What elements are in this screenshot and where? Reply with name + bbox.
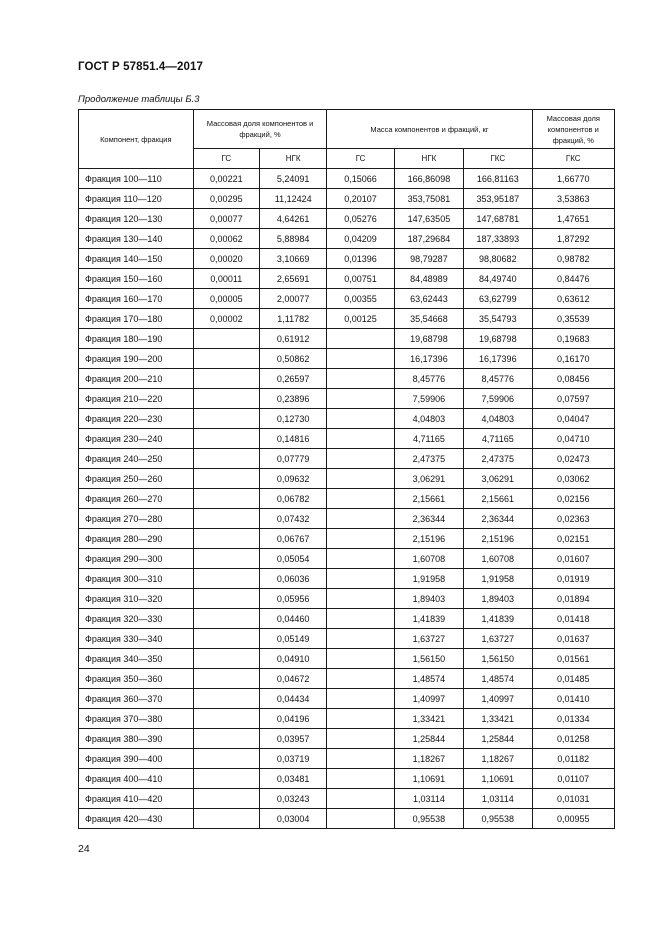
value-cell: 8,45776 [394, 369, 463, 389]
fraction-name-cell: Фракция 190—200 [79, 349, 194, 369]
value-cell: 1,48574 [394, 669, 463, 689]
value-cell: 1,25844 [464, 729, 532, 749]
value-cell [193, 789, 259, 809]
table-row [79, 429, 615, 449]
fraction-name-cell: Фракция 290—300 [79, 549, 194, 569]
value-cell: 0,23896 [260, 389, 327, 409]
fraction-name-cell: Фракция 300—310 [79, 569, 194, 589]
fraction-name-cell: Фракция 400—410 [79, 769, 194, 789]
value-cell: 1,60708 [464, 549, 532, 569]
value-cell: 0,61912 [260, 329, 327, 349]
value-cell: 1,56150 [394, 649, 463, 669]
subheader-gs: ГС [193, 149, 259, 169]
value-cell [327, 649, 394, 669]
table-row [79, 529, 615, 549]
value-cell [193, 609, 259, 629]
value-cell: 1,18267 [394, 749, 463, 769]
value-cell: 0,00062 [193, 229, 259, 249]
value-cell: 0,07597 [532, 389, 615, 409]
value-cell: 0,15066 [327, 169, 394, 189]
fraction-name-cell: Фракция 240—250 [79, 449, 194, 469]
value-cell [327, 749, 394, 769]
value-cell: 63,62443 [394, 289, 463, 309]
value-cell: 0,04196 [260, 709, 327, 729]
value-cell: 0,02473 [532, 449, 615, 469]
value-cell: 2,65691 [260, 269, 327, 289]
value-cell: 0,03243 [260, 789, 327, 809]
value-cell [327, 449, 394, 469]
value-cell: 0,02363 [532, 509, 615, 529]
value-cell: 16,17396 [464, 349, 532, 369]
value-cell: 1,66770 [532, 169, 615, 189]
table-row [79, 409, 615, 429]
value-cell: 1,41839 [464, 609, 532, 629]
value-cell: 0,03004 [260, 809, 327, 829]
value-cell: 0,00955 [532, 809, 615, 829]
value-cell: 0,05149 [260, 629, 327, 649]
subheader-gs-mass: ГС [327, 149, 394, 169]
value-cell: 0,04910 [260, 649, 327, 669]
value-cell: 1,40997 [394, 689, 463, 709]
value-cell: 1,03114 [394, 789, 463, 809]
value-cell: 0,01894 [532, 589, 615, 609]
value-cell: 0,00011 [193, 269, 259, 289]
value-cell [193, 569, 259, 589]
value-cell: 0,06767 [260, 529, 327, 549]
fraction-name-cell: Фракция 150—160 [79, 269, 194, 289]
fraction-name-cell: Фракция 390—400 [79, 749, 194, 769]
value-cell: 4,71165 [464, 429, 532, 449]
table-row [79, 389, 615, 409]
value-cell: 0,00751 [327, 269, 394, 289]
value-cell: 1,25844 [394, 729, 463, 749]
value-cell: 1,41839 [394, 609, 463, 629]
value-cell [193, 469, 259, 489]
page-number: 24 [78, 843, 90, 855]
value-cell [327, 549, 394, 569]
subheader-gks-mass: ГКС [464, 149, 532, 169]
fraction-name-cell: Фракция 340—350 [79, 649, 194, 669]
value-cell [193, 369, 259, 389]
value-cell: 1,11782 [260, 309, 327, 329]
value-cell: 0,04209 [327, 229, 394, 249]
value-cell: 1,48574 [464, 669, 532, 689]
fraction-name-cell: Фракция 360—370 [79, 689, 194, 709]
value-cell [193, 689, 259, 709]
value-cell: 35,54793 [464, 309, 532, 329]
value-cell: 8,45776 [464, 369, 532, 389]
subheader-ngk-mass: НГК [394, 149, 463, 169]
fraction-name-cell: Фракция 170—180 [79, 309, 194, 329]
value-cell: 5,88984 [260, 229, 327, 249]
value-cell [193, 749, 259, 769]
table-row [79, 209, 615, 229]
value-cell: 0,50862 [260, 349, 327, 369]
value-cell: 0,04460 [260, 609, 327, 629]
value-cell: 1,63727 [394, 629, 463, 649]
table-row [79, 289, 615, 309]
value-cell: 2,15196 [464, 529, 532, 549]
value-cell: 1,91958 [394, 569, 463, 589]
value-cell: 0,01396 [327, 249, 394, 269]
value-cell [327, 529, 394, 549]
value-cell [193, 589, 259, 609]
value-cell: 147,63505 [394, 209, 463, 229]
value-cell: 1,60708 [394, 549, 463, 569]
value-cell: 1,47651 [532, 209, 615, 229]
fraction-name-cell: Фракция 310—320 [79, 589, 194, 609]
value-cell [193, 709, 259, 729]
fraction-name-cell: Фракция 200—210 [79, 369, 194, 389]
value-cell: 1,33421 [464, 709, 532, 729]
value-cell [327, 769, 394, 789]
value-cell: 0,01919 [532, 569, 615, 589]
value-cell: 353,95187 [464, 189, 532, 209]
value-cell [327, 569, 394, 589]
value-cell: 0,16170 [532, 349, 615, 369]
value-cell [327, 609, 394, 629]
value-cell: 0,07779 [260, 449, 327, 469]
value-cell [327, 629, 394, 649]
value-cell: 2,00077 [260, 289, 327, 309]
table-row [79, 329, 615, 349]
value-cell [327, 729, 394, 749]
value-cell: 147,68781 [464, 209, 532, 229]
value-cell: 84,49740 [464, 269, 532, 289]
fraction-name-cell: Фракция 260—270 [79, 489, 194, 509]
value-cell: 1,18267 [464, 749, 532, 769]
value-cell: 7,59906 [394, 389, 463, 409]
value-cell: 0,01607 [532, 549, 615, 569]
value-cell: 187,33893 [464, 229, 532, 249]
document-id-header: ГОСТ Р 57851.4—2017 [78, 61, 203, 73]
fraction-name-cell: Фракция 370—380 [79, 709, 194, 729]
fraction-name-cell: Фракция 320—330 [79, 609, 194, 629]
header-mass: Масса компонентов и фракций, кг [327, 110, 532, 149]
value-cell: 2,47375 [464, 449, 532, 469]
value-cell: 0,03062 [532, 469, 615, 489]
value-cell: 0,06782 [260, 489, 327, 509]
table-row [79, 349, 615, 369]
fraction-name-cell: Фракция 160—170 [79, 289, 194, 309]
value-cell: 1,87292 [532, 229, 615, 249]
table-body [79, 169, 615, 829]
table-row [79, 569, 615, 589]
value-cell: 3,53863 [532, 189, 615, 209]
value-cell: 0,01410 [532, 689, 615, 709]
value-cell: 0,01485 [532, 669, 615, 689]
fraction-name-cell: Фракция 210—220 [79, 389, 194, 409]
fraction-name-cell: Фракция 100—110 [79, 169, 194, 189]
value-cell [193, 449, 259, 469]
value-cell: 1,10691 [394, 769, 463, 789]
value-cell: 16,17396 [394, 349, 463, 369]
value-cell: 0,00355 [327, 289, 394, 309]
value-cell: 4,71165 [394, 429, 463, 449]
value-cell [193, 529, 259, 549]
table-row [79, 549, 615, 569]
value-cell: 0,26597 [260, 369, 327, 389]
value-cell: 0,03957 [260, 729, 327, 749]
value-cell: 1,10691 [464, 769, 532, 789]
fraction-name-cell: Фракция 220—230 [79, 409, 194, 429]
value-cell: 1,89403 [394, 589, 463, 609]
table-row [79, 649, 615, 669]
value-cell: 0,00125 [327, 309, 394, 329]
value-cell: 0,01258 [532, 729, 615, 749]
table-row [79, 489, 615, 509]
subheader-ngk: НГК [260, 149, 327, 169]
value-cell [327, 369, 394, 389]
fraction-name-cell: Фракция 330—340 [79, 629, 194, 649]
fraction-name-cell: Фракция 180—190 [79, 329, 194, 349]
value-cell: 0,02156 [532, 489, 615, 509]
table-row [79, 369, 615, 389]
fraction-name-cell: Фракция 380—390 [79, 729, 194, 749]
value-cell: 0,35539 [532, 309, 615, 329]
table-row [79, 309, 615, 329]
value-cell: 0,84476 [532, 269, 615, 289]
value-cell: 0,04047 [532, 409, 615, 429]
value-cell: 1,56150 [464, 649, 532, 669]
fraction-name-cell: Фракция 420—430 [79, 809, 194, 829]
fraction-name-cell: Фракция 280—290 [79, 529, 194, 549]
value-cell: 0,04710 [532, 429, 615, 449]
value-cell: 84,48989 [394, 269, 463, 289]
value-cell: 0,08456 [532, 369, 615, 389]
value-cell [193, 809, 259, 829]
value-cell: 7,59906 [464, 389, 532, 409]
value-cell: 166,81163 [464, 169, 532, 189]
table-row [79, 629, 615, 649]
table-row [79, 189, 615, 209]
value-cell: 0,01031 [532, 789, 615, 809]
value-cell: 0,04434 [260, 689, 327, 709]
value-cell: 0,95538 [464, 809, 532, 829]
value-cell: 3,06291 [464, 469, 532, 489]
table-row [79, 709, 615, 729]
value-cell [327, 589, 394, 609]
value-cell: 4,04803 [394, 409, 463, 429]
value-cell: 5,24091 [260, 169, 327, 189]
value-cell: 35,54668 [394, 309, 463, 329]
value-cell: 19,68798 [464, 329, 532, 349]
value-cell: 2,47375 [394, 449, 463, 469]
table-row [79, 809, 615, 829]
value-cell: 2,15661 [464, 489, 532, 509]
value-cell [193, 489, 259, 509]
table-row [79, 749, 615, 769]
fraction-name-cell: Фракция 110—120 [79, 189, 194, 209]
value-cell: 0,01107 [532, 769, 615, 789]
value-cell: 4,64261 [260, 209, 327, 229]
value-cell: 0,05956 [260, 589, 327, 609]
value-cell: 353,75081 [394, 189, 463, 209]
value-cell: 0,01637 [532, 629, 615, 649]
value-cell [327, 329, 394, 349]
header-mass-fraction: Массовая доля компонентов и фракций, % [193, 110, 327, 149]
value-cell [327, 389, 394, 409]
value-cell [327, 789, 394, 809]
fraction-name-cell: Фракция 250—260 [79, 469, 194, 489]
value-cell [327, 489, 394, 509]
value-cell: 0,02151 [532, 529, 615, 549]
value-cell: 0,03481 [260, 769, 327, 789]
value-cell: 2,15661 [394, 489, 463, 509]
value-cell: 0,03719 [260, 749, 327, 769]
value-cell: 0,98782 [532, 249, 615, 269]
fraction-name-cell: Фракция 350—360 [79, 669, 194, 689]
value-cell: 0,09632 [260, 469, 327, 489]
value-cell: 2,15196 [394, 529, 463, 549]
table-row [79, 789, 615, 809]
value-cell [193, 649, 259, 669]
table-row [79, 469, 615, 489]
value-cell: 3,10669 [260, 249, 327, 269]
value-cell [327, 669, 394, 689]
value-cell: 0,00295 [193, 189, 259, 209]
value-cell [193, 389, 259, 409]
value-cell: 0,01334 [532, 709, 615, 729]
value-cell: 0,12730 [260, 409, 327, 429]
value-cell: 0,00020 [193, 249, 259, 269]
value-cell: 0,01182 [532, 749, 615, 769]
table-row [79, 449, 615, 469]
value-cell: 0,06036 [260, 569, 327, 589]
value-cell: 63,62799 [464, 289, 532, 309]
value-cell: 0,07432 [260, 509, 327, 529]
table-row [79, 229, 615, 249]
value-cell [193, 329, 259, 349]
value-cell [327, 429, 394, 449]
value-cell [193, 629, 259, 649]
fraction-name-cell: Фракция 270—280 [79, 509, 194, 529]
value-cell [193, 429, 259, 449]
value-cell: 1,40997 [464, 689, 532, 709]
table-row [79, 589, 615, 609]
fraction-name-cell: Фракция 410—420 [79, 789, 194, 809]
value-cell: 0,00002 [193, 309, 259, 329]
fraction-name-cell: Фракция 140—150 [79, 249, 194, 269]
header-component: Компонент, фракция [79, 110, 194, 169]
value-cell: 1,91958 [464, 569, 532, 589]
table-row [79, 689, 615, 709]
value-cell: 0,14816 [260, 429, 327, 449]
table-row [79, 269, 615, 289]
value-cell: 0,05276 [327, 209, 394, 229]
fractions-table [78, 109, 615, 829]
table-row [79, 669, 615, 689]
value-cell: 2,36344 [394, 509, 463, 529]
table-row [79, 769, 615, 789]
value-cell: 3,06291 [394, 469, 463, 489]
header-mass-fraction-last: Массовая доля компонентов и фракций, % [532, 110, 615, 149]
table-row [79, 249, 615, 269]
value-cell [327, 349, 394, 369]
value-cell: 0,20107 [327, 189, 394, 209]
value-cell [193, 669, 259, 689]
value-cell [327, 809, 394, 829]
table-row [79, 169, 615, 189]
fraction-name-cell: Фракция 120—130 [79, 209, 194, 229]
value-cell: 98,80682 [464, 249, 532, 269]
value-cell: 0,00077 [193, 209, 259, 229]
value-cell [193, 509, 259, 529]
value-cell: 187,29684 [394, 229, 463, 249]
value-cell: 0,95538 [394, 809, 463, 829]
value-cell: 1,03114 [464, 789, 532, 809]
value-cell [193, 549, 259, 569]
value-cell: 11,12424 [260, 189, 327, 209]
value-cell [327, 469, 394, 489]
fraction-name-cell: Фракция 130—140 [79, 229, 194, 249]
value-cell: 98,79287 [394, 249, 463, 269]
value-cell: 0,00005 [193, 289, 259, 309]
value-cell [327, 689, 394, 709]
value-cell [193, 349, 259, 369]
value-cell: 0,00221 [193, 169, 259, 189]
value-cell: 19,68798 [394, 329, 463, 349]
value-cell: 2,36344 [464, 509, 532, 529]
value-cell: 0,05054 [260, 549, 327, 569]
value-cell: 1,89403 [464, 589, 532, 609]
value-cell: 0,63612 [532, 289, 615, 309]
fraction-name-cell: Фракция 230—240 [79, 429, 194, 449]
value-cell: 4,04803 [464, 409, 532, 429]
value-cell: 0,04672 [260, 669, 327, 689]
value-cell [193, 769, 259, 789]
value-cell [327, 709, 394, 729]
value-cell [327, 509, 394, 529]
value-cell [193, 729, 259, 749]
value-cell: 0,01418 [532, 609, 615, 629]
table-row [79, 609, 615, 629]
value-cell: 1,33421 [394, 709, 463, 729]
value-cell: 1,63727 [464, 629, 532, 649]
table-row [79, 509, 615, 529]
value-cell: 0,19683 [532, 329, 615, 349]
table-caption: Продолжение таблицы Б.3 [78, 94, 200, 105]
value-cell: 0,01561 [532, 649, 615, 669]
subheader-gks-fraction: ГКС [532, 149, 615, 169]
table-row [79, 729, 615, 749]
value-cell [193, 409, 259, 429]
value-cell [327, 409, 394, 429]
value-cell: 166,86098 [394, 169, 463, 189]
